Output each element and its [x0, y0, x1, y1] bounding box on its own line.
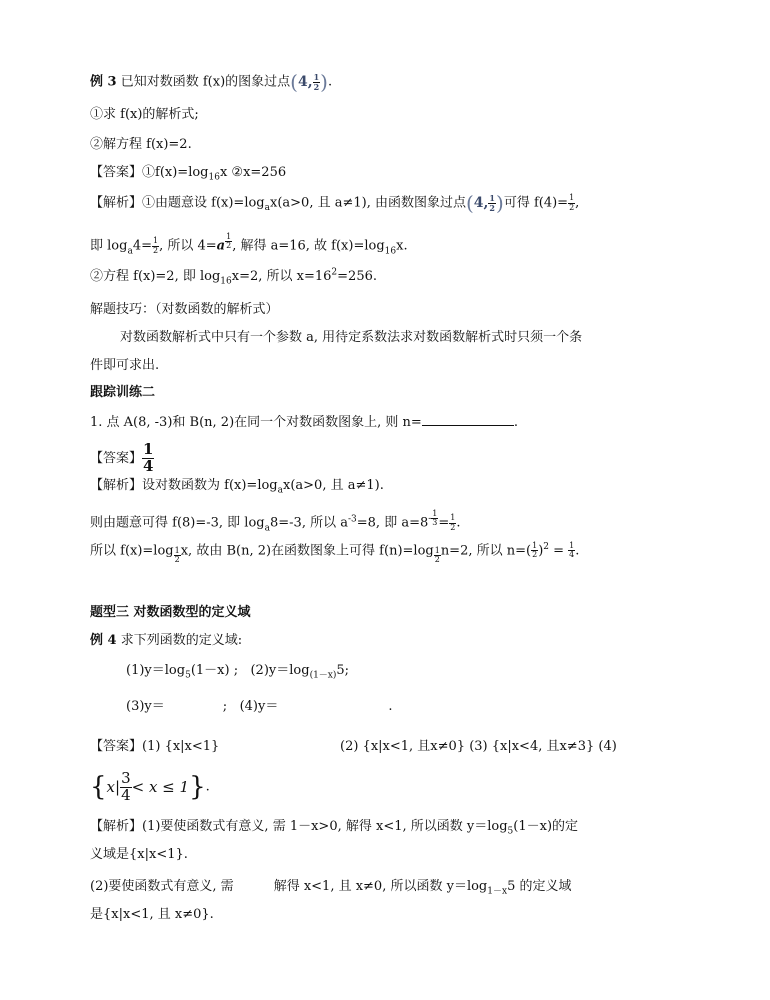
ex4-analysis-1-line2: 义域是{x|x<1}. — [90, 847, 188, 862]
ex3-statement-line: 例 3 已知对数函数 f(x)的图象过点(4, $\frac{1}{2}$ ). — [90, 70, 333, 94]
ex4-statement: 求下列函数的定义域: — [120, 633, 243, 648]
drill-analysis-3: 所以 f(x)=log $_{\frac{1}{2}}$ x, 故由 B(n, 2)在函数图象上可得 f(n)=log $_{\frac{1}{2}}$ n=2, 所以 n=( $\frac{1}{2}$ )$^2$ = $\frac{1}{4}$ . — [90, 541, 580, 564]
ex4-analysis-2: (2)要使函数式有意义, 需 解得 x<1, 且 x≠0, 所以函数 $y=\log_{1-x}5$ 的定义域 — [90, 879, 572, 897]
type3-heading: 题型三 对数函数型的定义域 — [90, 605, 251, 620]
ex4-analysis-1: 【解析】(1)要使函数式有意义, 需 1－x>0, 解得 x<1, 所以函数 $y=\log_5(1-x)$的定 — [90, 819, 579, 837]
drill-answer: 【答案】 $\frac{1}{4}$ — [90, 440, 154, 475]
ex4-title: 例 4 — [90, 633, 117, 648]
ex4-statement-line — [90, 632, 242, 650]
ex4-functions-row-2: (3)y＝ ; (4)y＝ . — [126, 699, 393, 714]
ex3-tip-body-2: 件即可求出. — [90, 358, 160, 373]
ex4-analysis-2-line2: 是{x|x<1, 且 x≠0}. — [90, 907, 214, 922]
ex3-analysis-2: 即 $\log_a4=$ $\frac{1}{2}$ , 所以 4=a $^{\frac{1}{2}}$ , 解得 a=16, 故 $f(x)=\log_{16}x$. — [90, 232, 408, 257]
ex3-q2: ②解方程 f(x)=2. — [90, 137, 192, 152]
ex3-analysis-1: 【解析】①由题意设 $f(x)=\log_ax(a>0$, 且 a≠1), 由函数图象过点(4, $\frac{1}{2}$ )可得 f(4)= $\frac{1}{2}$ , — [90, 191, 580, 215]
ex3-q1: ①求 f(x)的解析式; — [90, 107, 199, 122]
drill-analysis-1: 【解析】设对数函数为 $f(x)=\log_ax(a>0$, 且 a≠1). — [90, 478, 384, 496]
drill-q1: 1. 点 A(8, -3)和 B(n, 2)在同一个对数函数图象上, 则 n= . — [90, 415, 518, 430]
ex3-answer: 【答案】$①f(x)=\log_{16}x$ ②x=256 — [90, 165, 287, 183]
ex3-title: 例 3 — [90, 74, 117, 90]
ex3-tip-title: 解题技巧：（对数函数的解析式） — [90, 302, 279, 317]
ex4-answer-cont: (2) {x|x<1, 且x≠0} (3) {x|x<4, 且x≠3} (4) — [340, 739, 617, 754]
ex4-answer-4: {x| $\frac{3}{4}$ < x ≤ 1}. — [90, 768, 210, 804]
answer-fraction: $\frac{1}{4}$ — [143, 440, 154, 475]
ex4-functions-row-1: $(1)y=\log_5(1-x)$ ; $(2)y=\log_{(1-x)}5$; — [126, 663, 350, 681]
point-image: (4, $\frac{1}{2}$ ) — [290, 70, 328, 94]
point-image-2: (4, $\frac{1}{2}$ ) — [465, 191, 504, 215]
ex3-statement: 已知对数函数 f(x)的图象过点 — [120, 74, 291, 90]
ex3-tip-body-1: 对数函数解析式中只有一个参数 a, 用待定系数法求对数函数解析式时只须一个条 — [120, 330, 583, 345]
ex4-answer: 【答案】(1) {x|x<1} — [90, 739, 220, 754]
ex3-analysis-3: ②方程 f(x)=2, 即 $\log_{16}x=2$, 所以 $x=16^2=256$. — [90, 267, 377, 287]
drill-analysis-2: 则由题意可得 f(8)=-3, 即 $\log_a8=-3$, 所以 $a^{-3}=8$, 即 $a=8^{- \frac{1}{3}}$ = $\frac{1}{2}$ . — [90, 509, 461, 534]
answer-blank — [422, 413, 514, 426]
drill-title: 跟踪训练二 — [90, 385, 156, 400]
